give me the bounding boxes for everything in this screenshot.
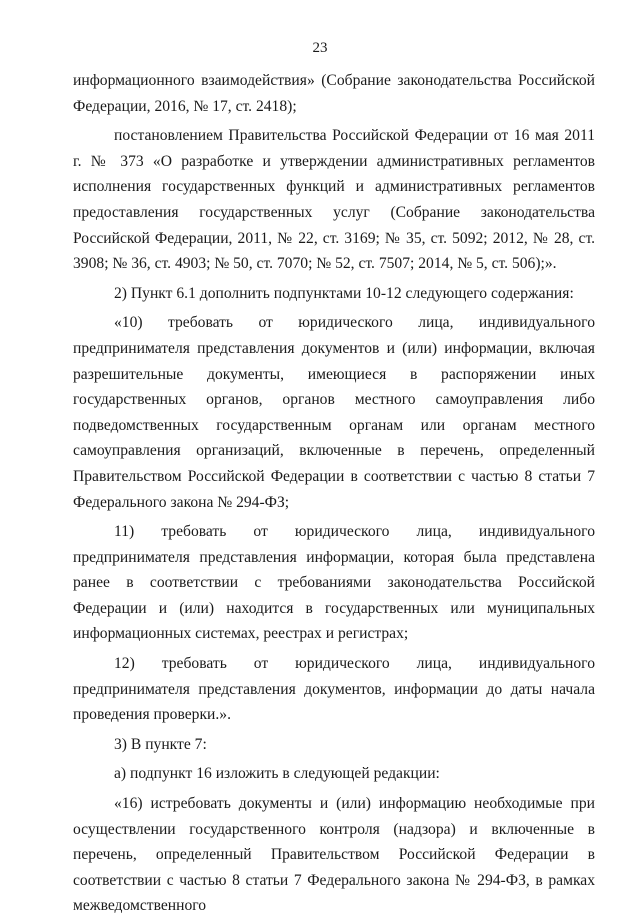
paragraph-6: 12) требовать от юридического лица, индивидуального предпринимателя представления документов, информации до даты начала проведения проверки.». — [73, 655, 595, 724]
page-number: 23 — [312, 40, 328, 56]
document-body — [73, 68, 595, 919]
paragraph-2: постановлением Правительства Российской Федерации от 16 мая 2011 г. № 373 «О разработке и утверждении административных регламентов исполнения государственных функций и административных регламентов предоставления государственных услуг (Собрание законодательства Российской Федерации, 2011, № 22, ст. 3169; № 35, ст. 5092; 2012, № 28, ст. 3908; № 36, ст. 4903; № 50, ст. 7070; № 52, ст. 7507; 2014, № 5, ст. 506);». — [73, 127, 595, 273]
paragraph-1: информационного взаимодействия» (Собрание законодательства Российской Федерации, 2016, № 17, ст. 2418); — [73, 72, 595, 115]
paragraph-8: а) подпункт 16 изложить в следующей редакции: — [114, 765, 440, 783]
paragraph-7: 3) В пункте 7: — [114, 735, 207, 753]
paragraph-3: 2) Пункт 6.1 дополнить подпунктами 10-12 следующего содержания: — [114, 284, 574, 302]
paragraph-5: 11) требовать от юридического лица, индивидуального предпринимателя представления информации, которая была представлена ранее в соответствии с требованиями законодательства Российской Федерации и (или) находится в государственных или муниципальных информационных системах, реестрах и регистрах; — [73, 523, 595, 643]
paragraph-4: «10) требовать от юридического лица, индивидуального предпринимателя представления документов и (или) информации, включая разрешительные документы, имеющиеся в распоряжении иных государственных органов, органов местного самоуправления либо подведомственных государственным органам или органам местного самоуправления организаций, включенные в перечень, определенный Правительством Российской Федерации в соответствии с частью 8 статьи 7 Федерального закона № 294-ФЗ; — [73, 314, 595, 511]
paragraph-9: «16) истребовать документы и (или) информацию необходимые при осуществлении государственного контроля (надзора) и включенные в перечень, определенный Правительством Российской Федерации в соответствии с частью 8 статьи 7 Федерального закона № 294-ФЗ, в рамках межведомственного — [73, 795, 595, 915]
